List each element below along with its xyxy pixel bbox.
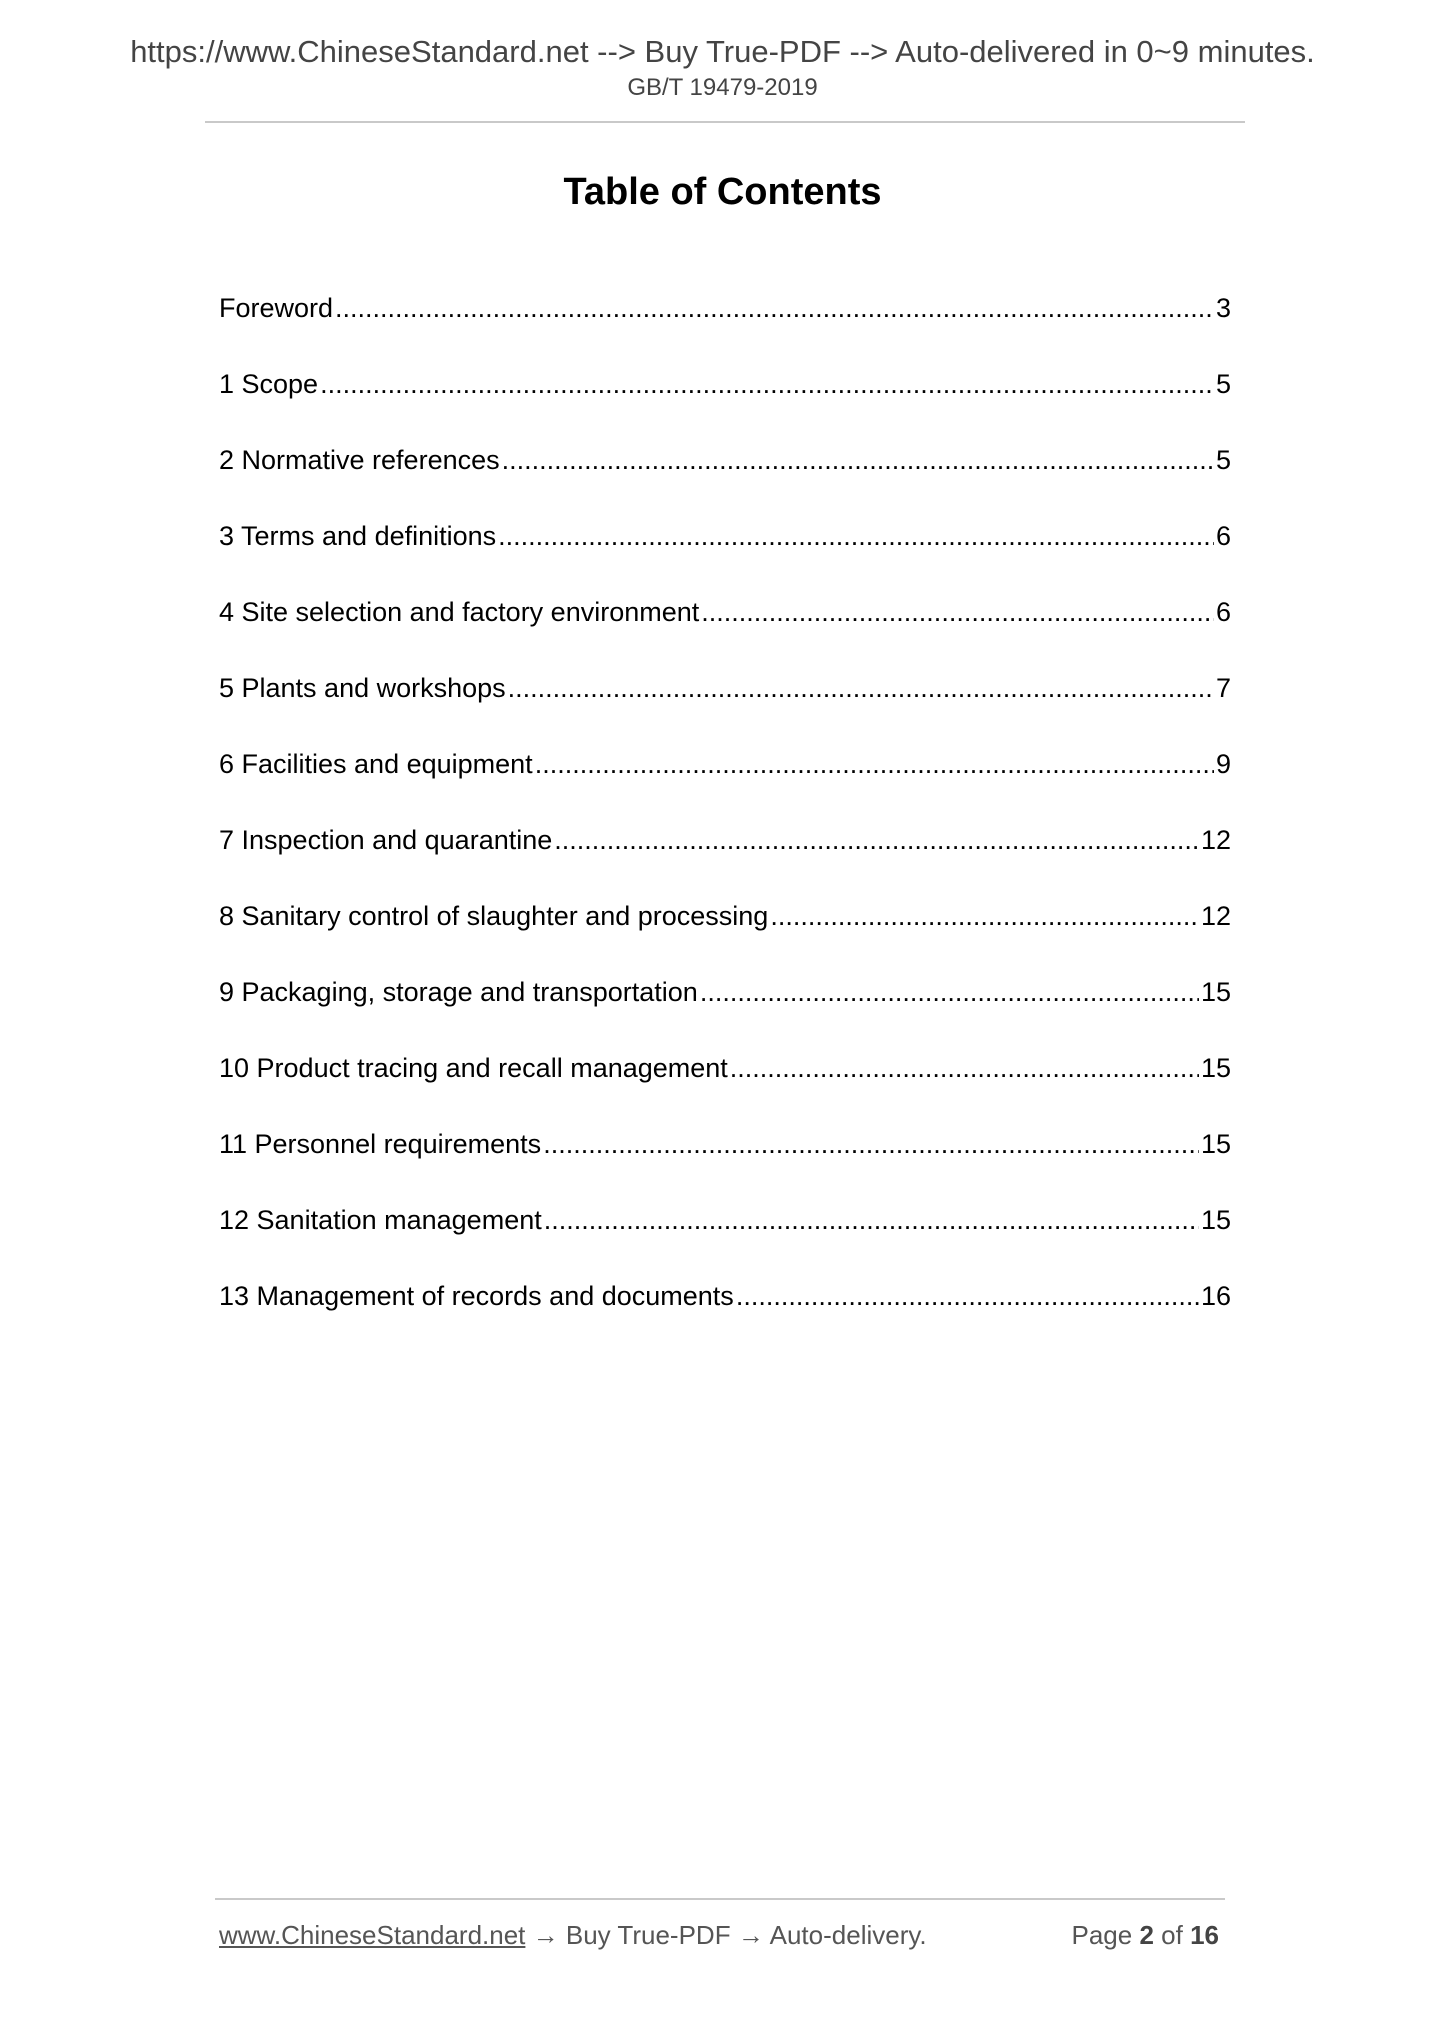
page-of-word: of bbox=[1161, 1920, 1183, 1950]
toc-entry-records-documents[interactable] bbox=[219, 1278, 1231, 1354]
footer-auto-text: Auto-delivery. bbox=[769, 1920, 927, 1950]
dot-leader bbox=[730, 1050, 1199, 1086]
toc-entry-foreword[interactable] bbox=[219, 290, 1231, 366]
toc-entry-page: 15 bbox=[1200, 1129, 1231, 1159]
page-footer bbox=[219, 1918, 1219, 1952]
toc-entry-page: 12 bbox=[1200, 901, 1231, 931]
toc-entry-sanitary-control[interactable] bbox=[219, 898, 1231, 974]
toc-entry-label: 5 Plants and workshops bbox=[219, 673, 506, 703]
toc-entry-label: 9 Packaging, storage and transportation bbox=[219, 977, 698, 1007]
toc-entry-page: 15 bbox=[1200, 977, 1231, 1007]
dot-leader bbox=[320, 366, 1214, 402]
dot-leader bbox=[508, 670, 1214, 706]
toc-entry-page: 3 bbox=[1215, 293, 1231, 323]
toc-entry-label: 2 Normative references bbox=[219, 445, 500, 475]
dot-leader bbox=[543, 1126, 1199, 1162]
arrow-right-icon: → bbox=[737, 1920, 764, 1950]
toc-entry-label: 7 Inspection and quarantine bbox=[219, 825, 553, 855]
toc-entry-sanitation-management[interactable] bbox=[219, 1202, 1231, 1278]
page-total: 16 bbox=[1190, 1920, 1219, 1950]
header-divider bbox=[205, 121, 1245, 123]
toc-list bbox=[219, 290, 1231, 1354]
document-code: GB/T 19479-2019 bbox=[627, 74, 818, 101]
footer-divider bbox=[215, 1898, 1225, 1900]
toc-entry-packaging-storage[interactable] bbox=[219, 974, 1231, 1050]
toc-entry-scope[interactable] bbox=[219, 366, 1231, 442]
toc-entry-label: 4 Site selection and factory environment bbox=[219, 597, 700, 627]
dot-leader bbox=[700, 974, 1199, 1010]
page-title: Table of Contents bbox=[563, 171, 882, 213]
footer-site-link[interactable]: www.ChineseStandard.net bbox=[219, 1920, 526, 1950]
toc-entry-label: 10 Product tracing and recall management bbox=[219, 1053, 728, 1083]
toc-entry-page: 7 bbox=[1215, 673, 1231, 703]
dot-leader bbox=[502, 442, 1214, 478]
toc-entry-page: 5 bbox=[1215, 369, 1231, 399]
toc-entry-label: 11 Personnel requirements bbox=[219, 1129, 542, 1159]
toc-entry-label: 12 Sanitation management bbox=[219, 1205, 542, 1235]
arrow-right-icon: → bbox=[532, 1920, 559, 1950]
footer-buy-text: Buy True-PDF bbox=[565, 1920, 731, 1950]
dot-leader bbox=[544, 1202, 1199, 1238]
toc-entry-inspection-quarantine[interactable] bbox=[219, 822, 1231, 898]
toc-entry-label: 8 Sanitary control of slaughter and processing bbox=[219, 901, 769, 931]
toc-entry-product-tracing[interactable] bbox=[219, 1050, 1231, 1126]
dot-leader bbox=[498, 518, 1214, 554]
dot-leader bbox=[770, 898, 1199, 934]
toc-entry-facilities-equipment[interactable] bbox=[219, 746, 1231, 822]
toc-entry-page: 16 bbox=[1200, 1281, 1231, 1311]
toc-entry-page: 5 bbox=[1215, 445, 1231, 475]
toc-entry-normative-references[interactable] bbox=[219, 442, 1231, 518]
page-current: 2 bbox=[1139, 1920, 1154, 1950]
page-indicator bbox=[1071, 1918, 1219, 1952]
toc-entry-label: 3 Terms and definitions bbox=[219, 521, 497, 551]
toc-entry-label: 13 Management of records and documents bbox=[219, 1281, 734, 1311]
dot-leader bbox=[335, 290, 1214, 326]
toc-entry-label: 6 Facilities and equipment bbox=[219, 749, 533, 779]
toc-entry-label: 1 Scope bbox=[219, 369, 319, 399]
toc-entry-page: 12 bbox=[1200, 825, 1231, 855]
toc-entry-page: 9 bbox=[1215, 749, 1231, 779]
toc-entry-page: 15 bbox=[1200, 1053, 1231, 1083]
toc-entry-terms-definitions[interactable] bbox=[219, 518, 1231, 594]
dot-leader bbox=[701, 594, 1214, 630]
toc-entry-page: 6 bbox=[1215, 521, 1231, 551]
toc-entry-site-selection[interactable] bbox=[219, 594, 1231, 670]
toc-entry-plants-workshops[interactable] bbox=[219, 670, 1231, 746]
toc-entry-personnel-requirements[interactable] bbox=[219, 1126, 1231, 1202]
toc-entry-page: 6 bbox=[1215, 597, 1231, 627]
dot-leader bbox=[736, 1278, 1199, 1314]
toc-entry-page: 15 bbox=[1200, 1205, 1231, 1235]
toc-entry-label: Foreword bbox=[219, 293, 334, 323]
dot-leader bbox=[535, 746, 1214, 782]
dot-leader bbox=[554, 822, 1199, 858]
page-word: Page bbox=[1071, 1920, 1133, 1950]
top-banner: https://www.ChineseStandard.net --> Buy True-PDF --> Auto-delivered in 0~9 minutes. bbox=[130, 34, 1315, 69]
